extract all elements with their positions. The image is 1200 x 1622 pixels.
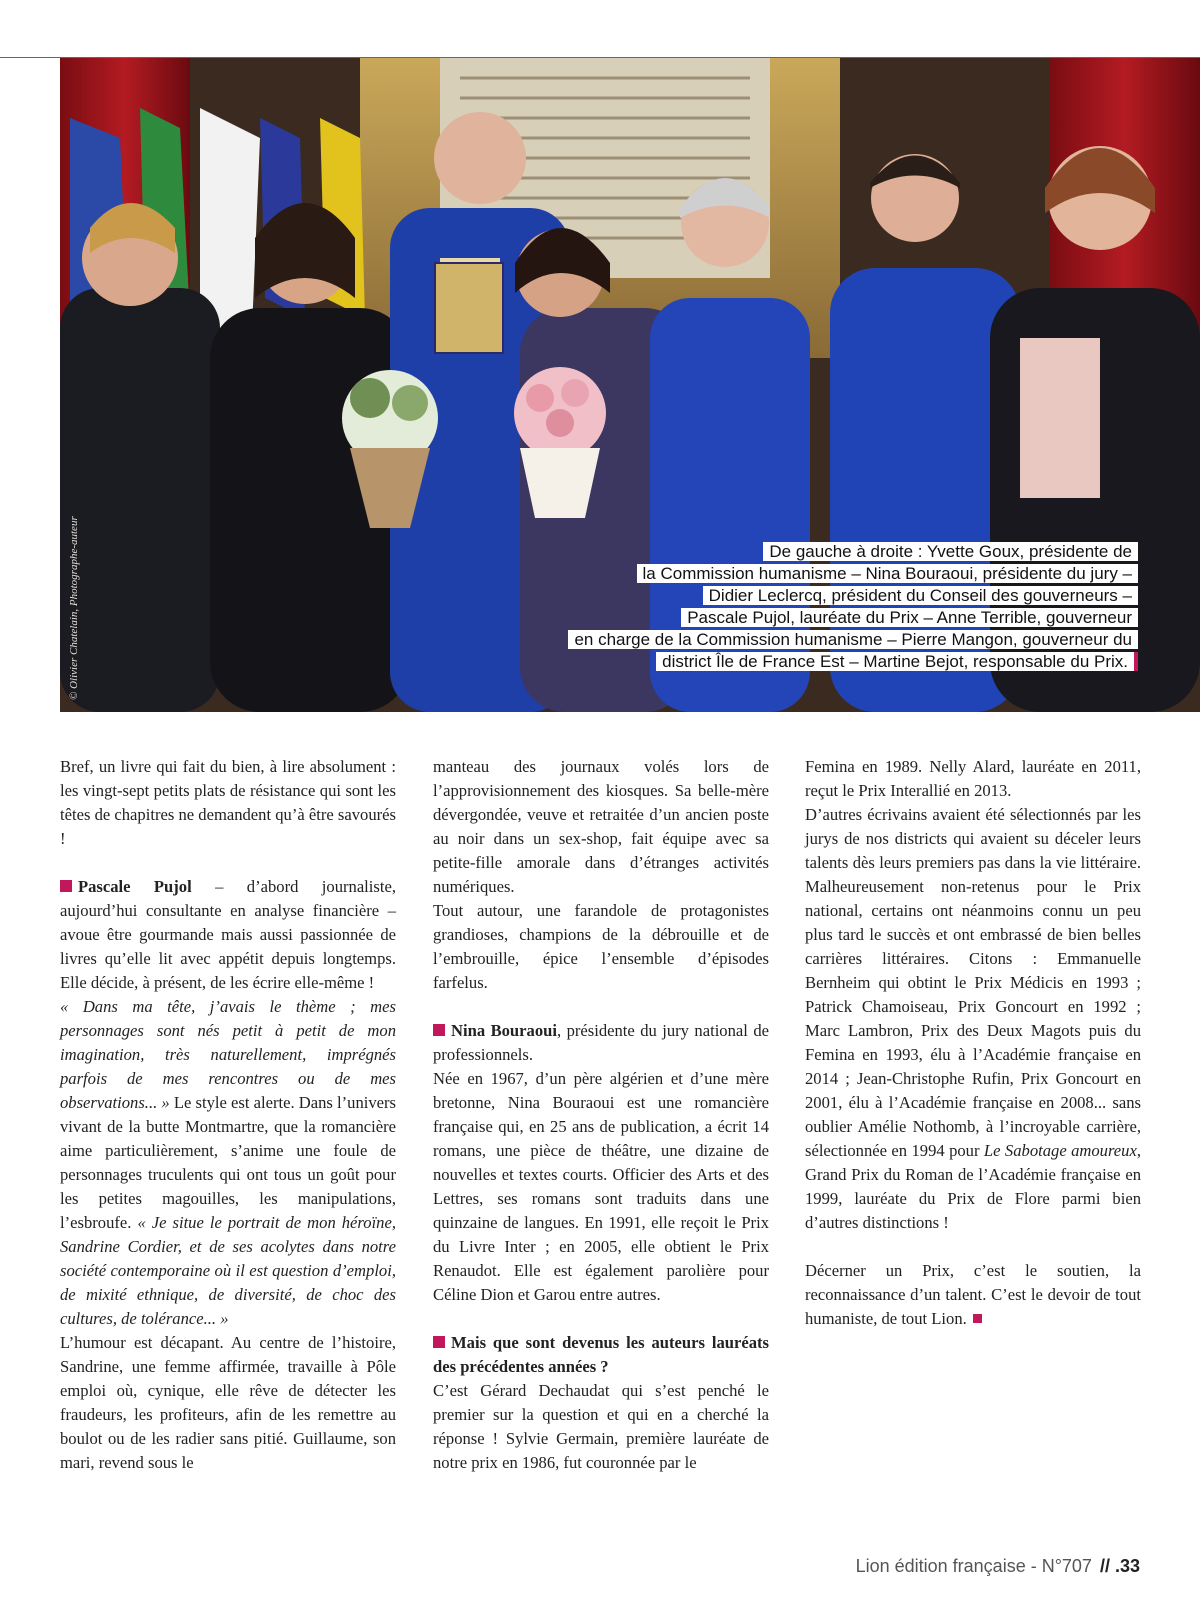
subheading-text: Mais que sont devenus les auteurs lauréats des précédentes années ?: [433, 1333, 769, 1376]
paragraph: C’est Gérard Dechaudat qui s’est penché le premier sur la question et qui en a cherché la réponse ! Sylvie Germain, première lauréate de notre prix en 1986, fut couronnée par le: [433, 1381, 769, 1472]
page-number: .33: [1114, 1556, 1140, 1576]
article-column-2: [433, 755, 769, 1475]
article-column-3: [805, 755, 1141, 1331]
paragraph-text: Décerner un Prix, c’est le soutien, la reconnaissance d’un talent. C’est le devoir de tout humaniste, de tout Lion.: [805, 1261, 1141, 1328]
paragraph-text: Le style est alerte. Dans l’univers vivant de la butte Montmartre, que la romancière aime particulièrement, s’anime une foule de personnages truculents qui ont tous un goût pour les petites magouilles, les manipulations, l’esbroufe.: [60, 1093, 397, 1232]
paragraph: [60, 995, 396, 1331]
caption-line: Pascale Pujol, lauréate du Prix – Anne Terrible, gouverneur: [681, 608, 1138, 627]
end-mark-icon: [973, 1314, 982, 1323]
footer-slashes: //: [1099, 1556, 1110, 1576]
caption-line: district Île de France Est – Martine Bejot, responsable du Prix.: [656, 652, 1138, 671]
author-name: Pascale Pujol: [78, 877, 192, 896]
caption-line: Didier Leclercq, président du Conseil des gouverneurs –: [703, 586, 1138, 605]
paragraph: [433, 1019, 769, 1067]
paragraph: [805, 1259, 1141, 1331]
book-title: Le Sabotage amoureux: [983, 1141, 1137, 1160]
page-footer: [856, 1556, 1140, 1577]
paragraph: Née en 1967, d’un père algérien et d’une mère bretonne, Nina Bouraoui est une romancière française qui, en 25 ans de publication, a écrit 14 romans, une pièce de théâtre, une dizaine de nouvelles et textes courts. Officier des Arts et des Lettres, ses romans sont traduits dans une quinzaine de langues. En 1991, elle reçoit le Prix du Livre Inter ; en 2005, elle obtient le Prix Renaudot. Elle est également parolière pour Céline Dion et Garou entre autres.: [433, 1069, 769, 1304]
paragraph: manteau des journaux volés lors de l’approvisionnement des kiosques. Sa belle-mère dévergondée, veuve et retraitée d’un ancien poste au noir dans un sex-shop, fait équipe avec sa petite-fille amorale dans d’étranges activités numériques.: [433, 757, 769, 896]
paragraph: Bref, un livre qui fait du bien, à lire absolument : les vingt-sept petits plats de résistance qui sont les têtes de chapitres ne demandent qu’à être savourés !: [60, 757, 396, 848]
paragraph-text: – d’abord journaliste, aujourd’hui consultante en analyse financière – avoue être gourmande mais aussi passionnée de livres qu’elle lit avec appétit depuis longtemps. Elle décide, à présent, de les écrire elle-même !: [60, 877, 396, 992]
author-name: Nina Bouraoui: [451, 1021, 557, 1040]
caption-line: en charge de la Commission humanisme – Pierre Mangon, gouverneur du: [568, 630, 1138, 649]
paragraph: L’humour est décapant. Au centre de l’histoire, Sandrine, une femme affirmée, travaille à Pôle emploi où, cynique, elle rêve de détecter les fraudeurs, les profiteurs, afin de les remettre au boulot ou de les radier sans pitié. Guillaume, son mari, revend sous le: [60, 1333, 396, 1472]
square-bullet-icon: [433, 1024, 445, 1036]
paragraph-text: , Grand Prix du Roman de l’Académie française en 1999, lauréate du Prix de Flore parmi bien d’autres distinctions !: [805, 1141, 1141, 1232]
photo-caption: [498, 541, 1138, 673]
quote: « Dans ma tête, j’avais le thème ; mes personnages sont nés petit à petit de mon imagination, très naturellement, imprégnés parfois de mes rencontres ou de mes observations... »: [60, 997, 396, 1112]
subheading: [433, 1331, 769, 1379]
photo-credit: © Olivier Chatelain, Photographe-auteur: [68, 516, 80, 700]
paragraph: [60, 875, 396, 995]
article-column-1: [60, 755, 396, 1475]
paragraph: Tout autour, une farandole de protagonistes grandioses, champions de la débrouille et de l’embrouille, épice l’ensemble d’épisodes farfelus.: [433, 901, 769, 992]
paragraph: Femina en 1989. Nelly Alard, lauréate en 2011, reçut le Prix Interallié en 2013.: [805, 757, 1141, 800]
caption-line: la Commission humanisme – Nina Bouraoui, présidente du jury –: [637, 564, 1138, 583]
quote: « Je situe le portrait de mon héroïne, Sandrine Cordier, et de ses acolytes dans notre société contemporaine où il est question d’emploi, de mixité ethnique, de diversité, de choc des cultures, de tolérance... »: [60, 1213, 396, 1328]
paragraph-text: , présidente du jury national de professionnels.: [433, 1021, 769, 1064]
magazine-issue: Lion édition française - N°707: [855, 1556, 1092, 1576]
square-bullet-icon: [433, 1336, 445, 1348]
square-bullet-icon: [60, 880, 72, 892]
caption-line: De gauche à droite : Yvette Goux, présidente de: [763, 542, 1138, 561]
paragraph: [805, 803, 1141, 1235]
paragraph-text: D’autres écrivains avaient été sélectionnés par les jurys de nos districts qui avaient su déceler leurs talents dès leurs premiers pas dans la vie littéraire. Malheureusement non-retenus pour le Prix national, certains ont néanmoins connu un peu plus tard le succès et ont embrassé de bien belles carrières littéraires. Citons : Emmanuelle Bernheim qui obtint le Prix Médicis en 1993 ; Patrick Chamoiseau, Prix Goncourt en 1992 ; Marc Lambron, Prix des Deux Magots puis du Femina en 1993, élu à l’Académie française en 2014 ; Jean-Christophe Rufin, Prix Goncourt en 2001, élu à l’Académie française en 2008... sans oublier Amélie Nothomb, à l’incroyable carrière, sélectionnée en 1994 pour: [805, 805, 1141, 1160]
book-held: [435, 263, 503, 353]
